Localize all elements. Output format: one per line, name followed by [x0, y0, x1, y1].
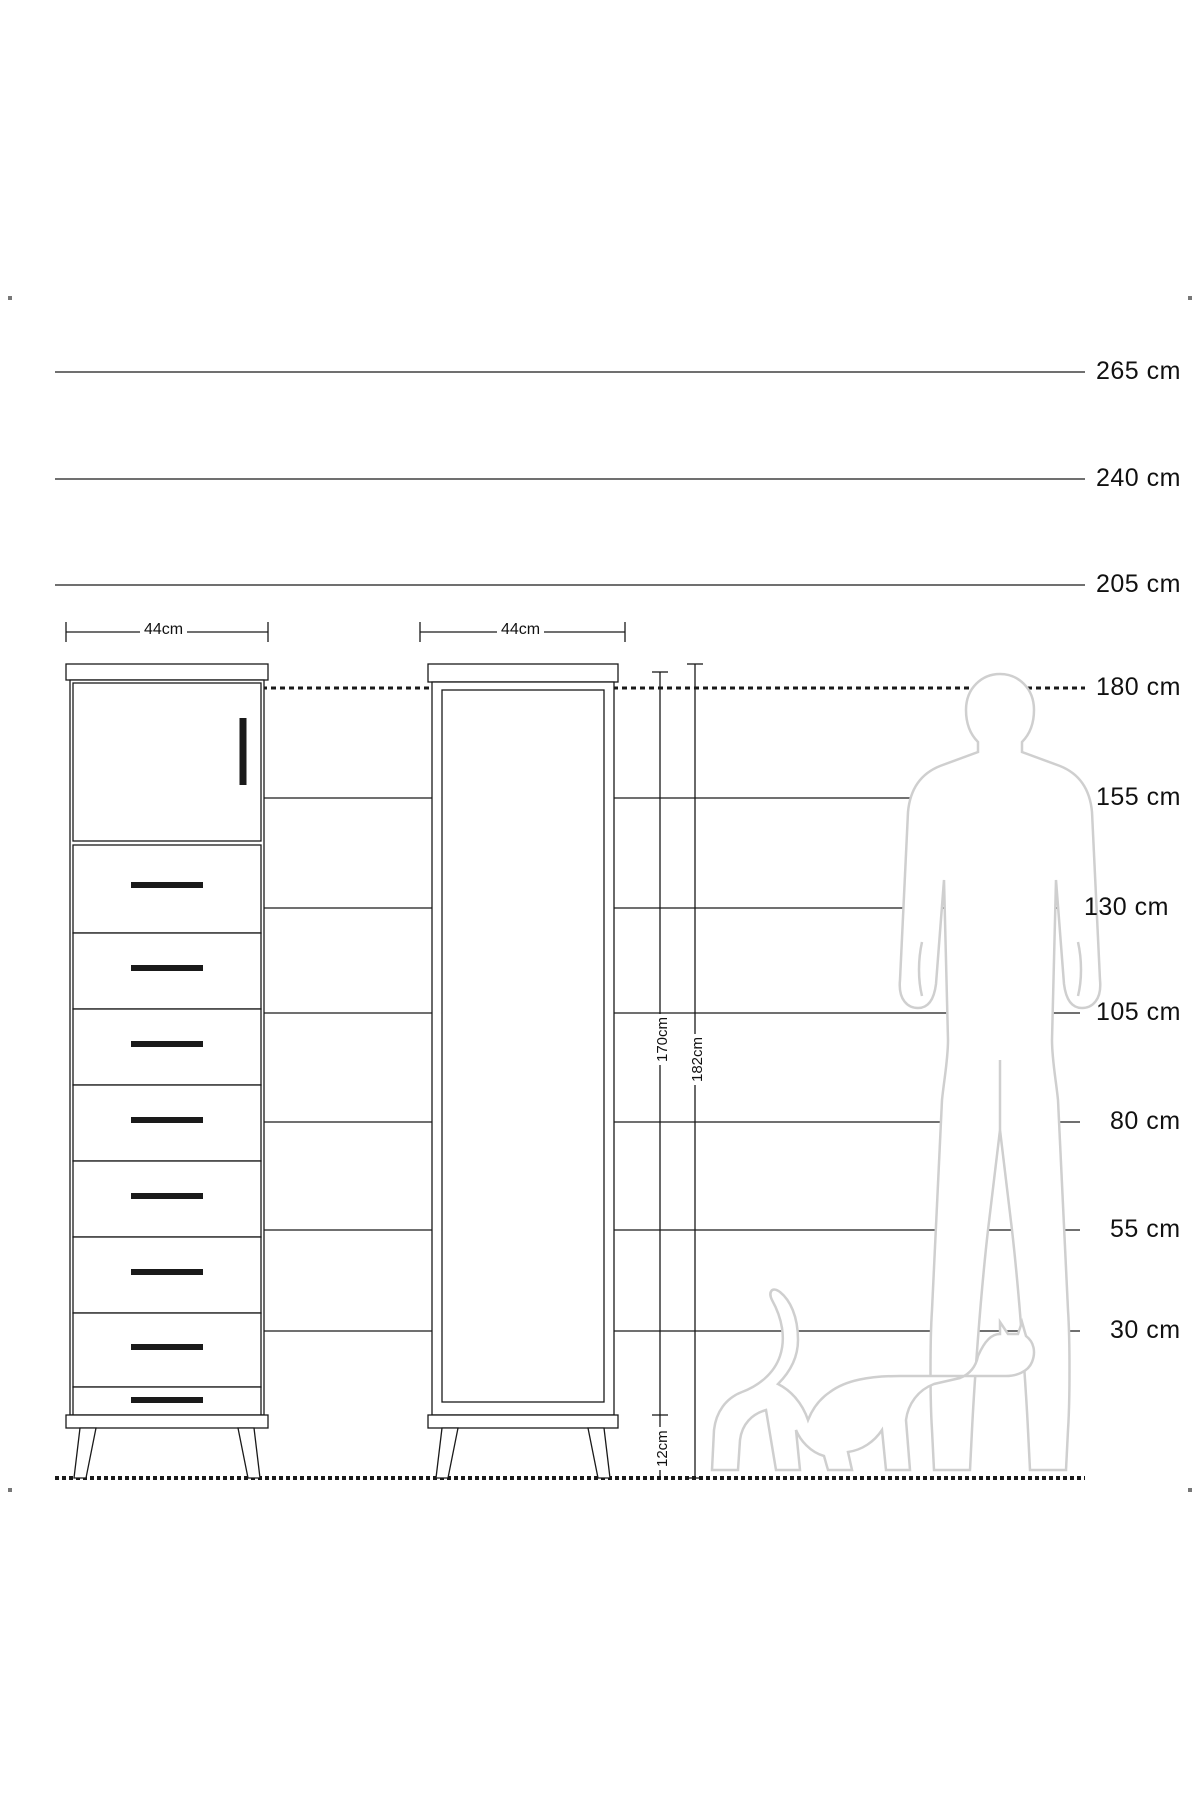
mirror-top-cap: [428, 664, 618, 682]
scale-label-180: 180 cm: [1096, 673, 1181, 701]
cabinet-base: [66, 1415, 268, 1428]
cabinet-door: [73, 683, 261, 841]
vertical-label-170: 170cm: [654, 1014, 671, 1065]
mirror-leg-left: [436, 1428, 458, 1478]
drawer-cabinet: [66, 664, 268, 1478]
mirror-panel: [442, 690, 604, 1402]
human-arm-right-crease: [1078, 942, 1081, 996]
drawer-1: [73, 845, 261, 933]
mirror-cabinet: [428, 664, 618, 1478]
mirror-leg-right: [588, 1428, 610, 1478]
vertical-label-182: 182cm: [689, 1034, 706, 1085]
cabinet-top-cap: [66, 664, 268, 680]
scale-label-55: 55 cm: [1110, 1215, 1181, 1243]
scale-label-105: 105 cm: [1096, 998, 1181, 1026]
scale-label-130: 130 cm: [1084, 893, 1169, 921]
vertical-label-12: 12cm: [654, 1427, 671, 1470]
width-label-left-cabinet: 44cm: [140, 621, 187, 639]
scale-label-240: 240 cm: [1096, 464, 1181, 492]
human-arm-left-crease: [919, 942, 922, 996]
scale-label-30: 30 cm: [1110, 1316, 1181, 1344]
mirror-base: [428, 1415, 618, 1428]
cabinet-leg-right: [238, 1428, 260, 1478]
width-label-right-cabinet: 44cm: [497, 621, 544, 639]
scale-label-80: 80 cm: [1110, 1107, 1181, 1135]
scale-label-155: 155 cm: [1096, 783, 1181, 811]
scale-label-205: 205 cm: [1096, 570, 1181, 598]
scale-label-265: 265 cm: [1096, 357, 1181, 385]
cabinet-leg-left: [74, 1428, 96, 1478]
cat-silhouette: [712, 1290, 1034, 1470]
